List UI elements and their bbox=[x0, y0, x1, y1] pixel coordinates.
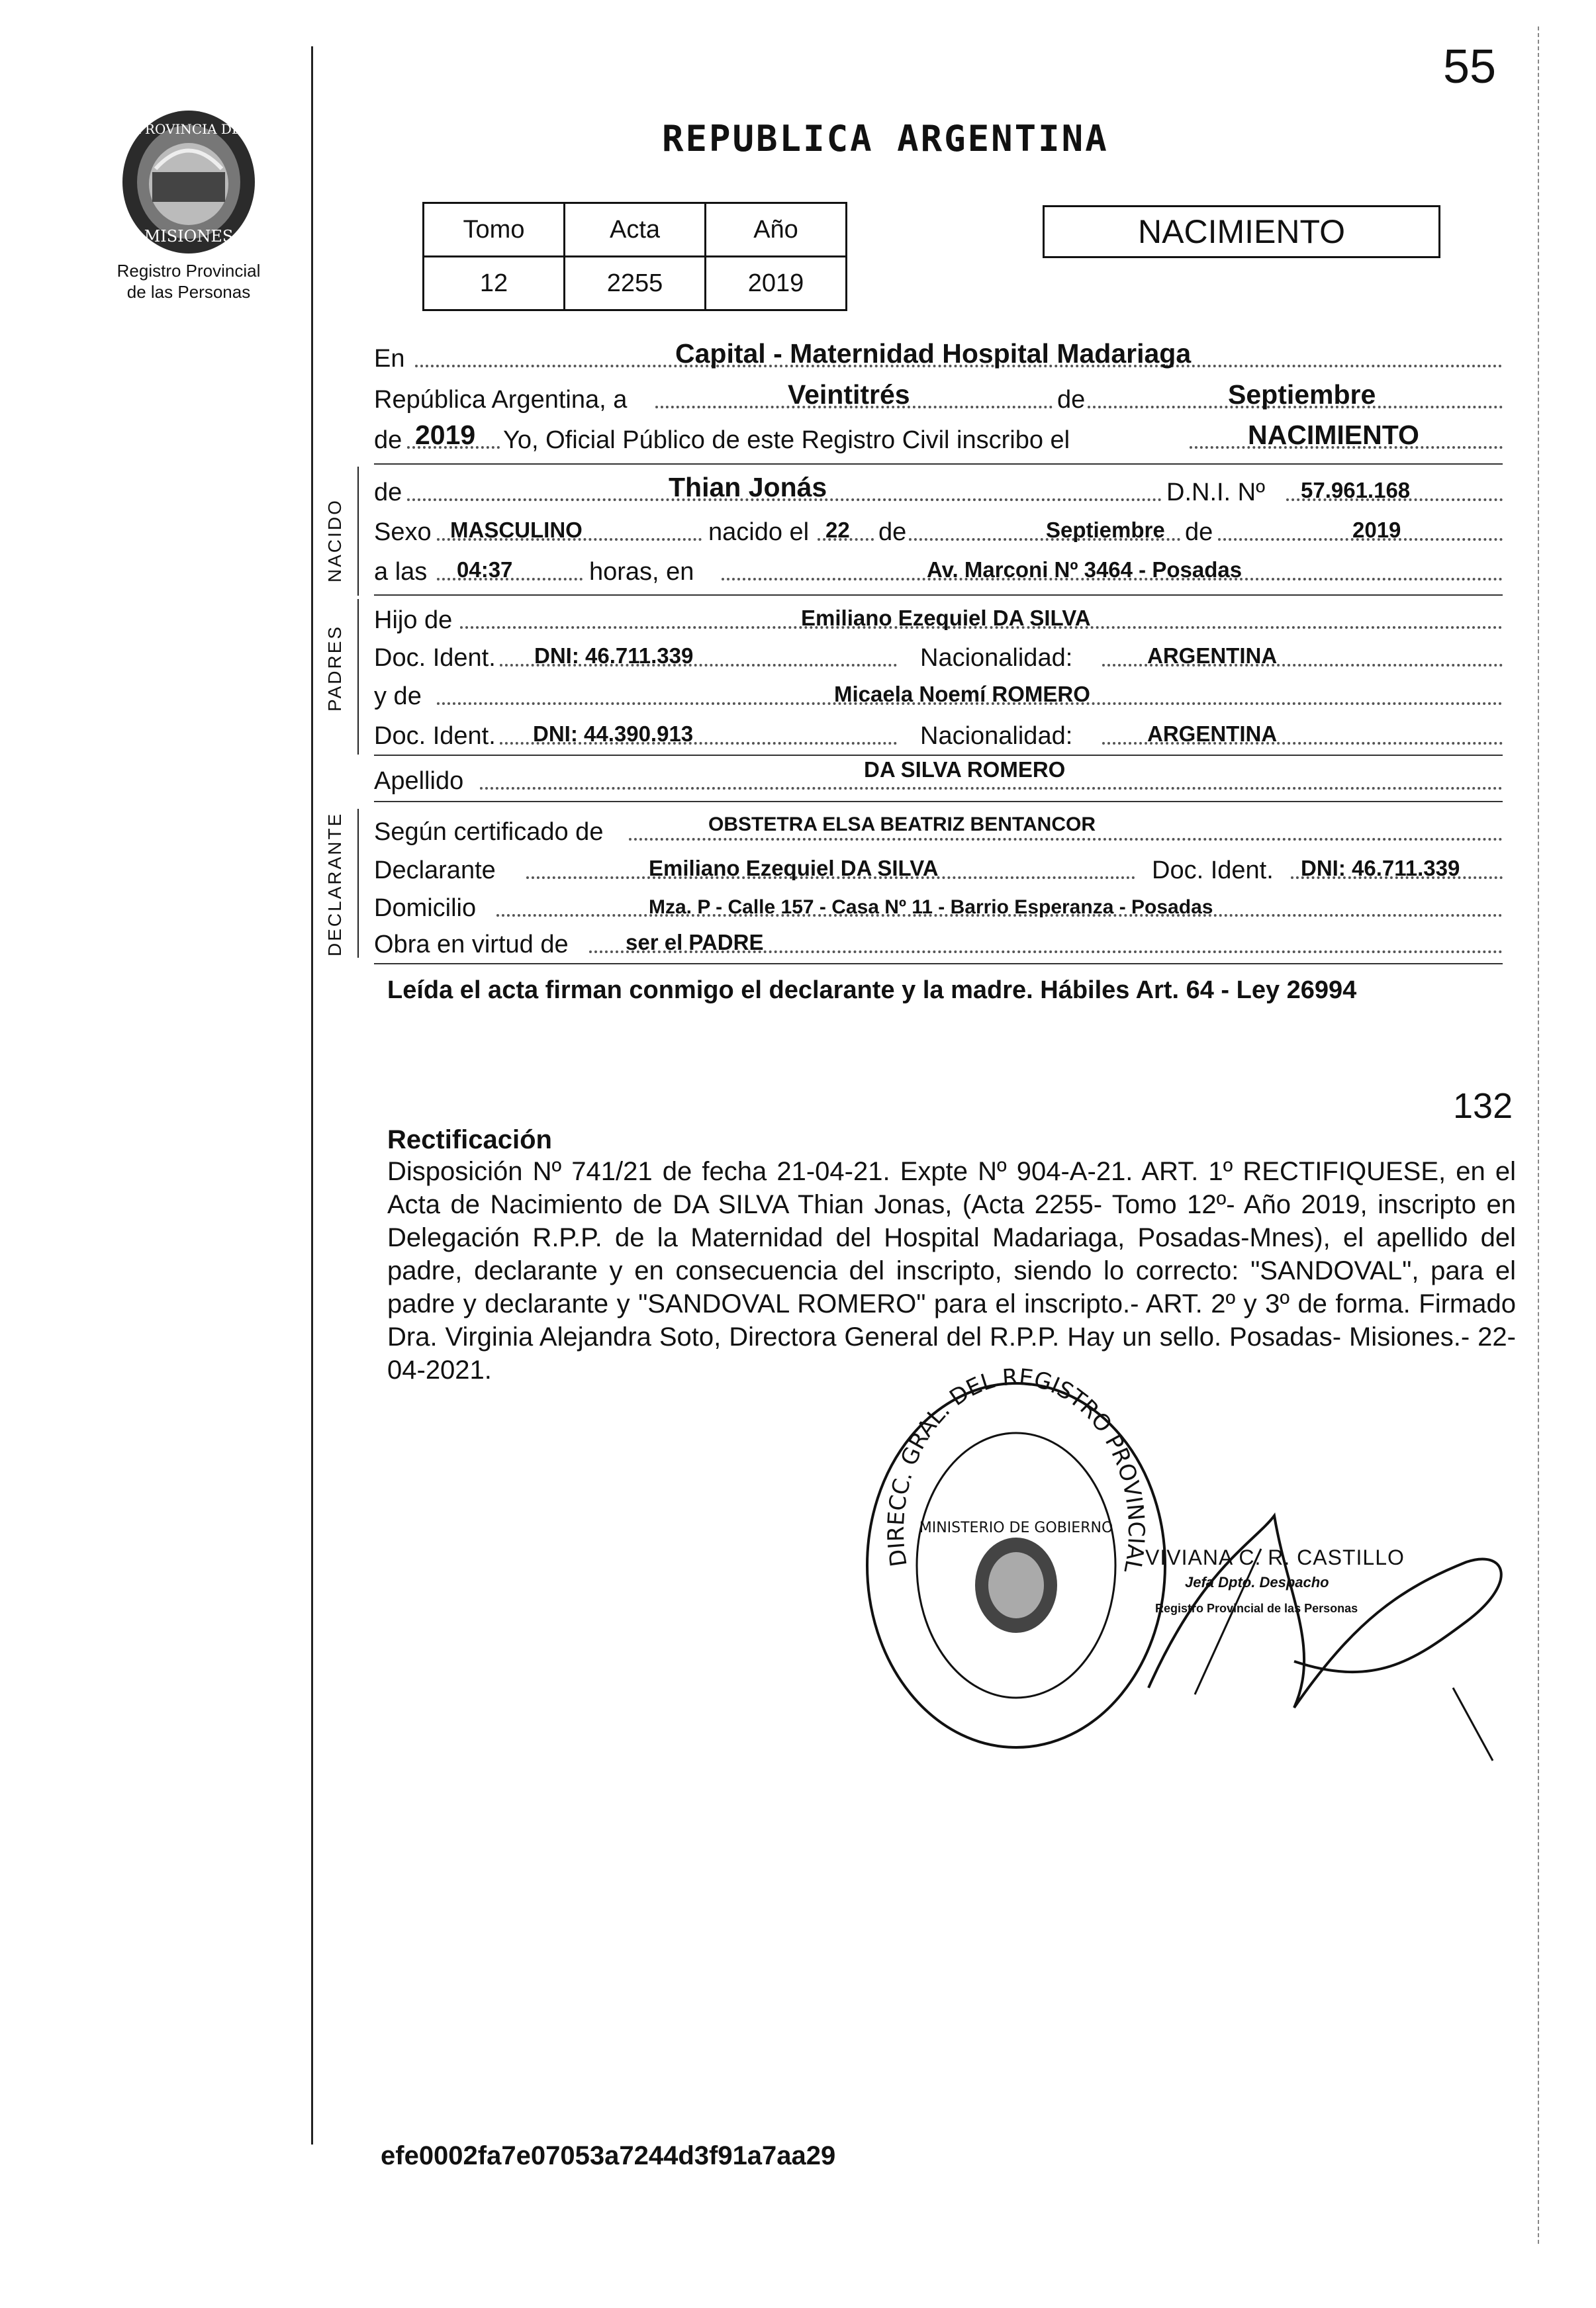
dotted-line bbox=[480, 787, 1503, 790]
side-label-parents: PADRES bbox=[324, 624, 345, 712]
father-doc-value: DNI: 46.711.339 bbox=[534, 643, 694, 668]
divider bbox=[374, 801, 1503, 802]
divider bbox=[374, 755, 1503, 756]
svg-text:MISIONES: MISIONES bbox=[144, 227, 234, 246]
place-value: Capital - Maternidad Hospital Madariaga bbox=[675, 338, 1192, 369]
domicile-value: Mza. P - Calle 157 - Casa Nº 11 - Barrio Esperanza - Posadas bbox=[649, 896, 1213, 918]
name-value: Thian Jonás bbox=[669, 472, 827, 502]
born-year: 2019 bbox=[1352, 518, 1401, 542]
row-sex bbox=[374, 511, 1503, 547]
address-value: Av. Marconi Nº 3464 - Posadas bbox=[927, 557, 1243, 582]
domicile-label: Domicilio bbox=[374, 894, 477, 922]
section-bracket bbox=[357, 599, 359, 755]
father-nationality-label: Nacionalidad: bbox=[920, 644, 1073, 672]
province-seal-icon bbox=[116, 106, 261, 255]
record-header-tomo: Tomo bbox=[424, 203, 565, 257]
born-label: nacido el bbox=[708, 518, 810, 546]
mother-nationality: ARGENTINA bbox=[1147, 721, 1278, 746]
certificate-label: Según certificado de bbox=[374, 818, 604, 846]
dotted-line bbox=[629, 838, 1503, 841]
father-nationality: ARGENTINA bbox=[1147, 643, 1278, 668]
row-capacity bbox=[374, 923, 1503, 959]
declarant-doc-value: DNI: 46.711.339 bbox=[1301, 856, 1460, 880]
row-certificate bbox=[374, 811, 1503, 847]
country-label: República Argentina, a bbox=[374, 386, 628, 414]
time-value: 04:37 bbox=[457, 557, 513, 582]
record-value-tomo: 12 bbox=[424, 257, 565, 310]
record-value-acta: 2255 bbox=[565, 257, 706, 310]
row-surname bbox=[374, 757, 1503, 796]
dni-label: D.N.I. Nº bbox=[1166, 479, 1265, 506]
row-father-doc bbox=[374, 637, 1503, 672]
born-day: 22 bbox=[825, 518, 850, 542]
signer-org: Registro Provincial de las Personas bbox=[1155, 1602, 1358, 1615]
closing-note: Leída el acta firman conmigo el declarante y la madre. Hábiles Art. 64 - Ley 26994 bbox=[387, 976, 1357, 1004]
registry-label bbox=[96, 260, 281, 302]
dni-value: 57.961.168 bbox=[1301, 478, 1411, 502]
record-table-value-row bbox=[424, 257, 847, 310]
year-label: de bbox=[374, 426, 402, 454]
side-label-born: NACIDO bbox=[324, 498, 345, 582]
row-declarant bbox=[374, 849, 1503, 885]
section-bracket bbox=[357, 809, 359, 958]
side-label-declarant: DECLARANTE bbox=[324, 811, 345, 956]
divider bbox=[374, 594, 1503, 596]
record-header-ano: Año bbox=[706, 203, 847, 257]
month-value: Septiembre bbox=[1228, 379, 1376, 410]
certificate-value: OBSTETRA ELSA BEATRIZ BENTANCOR bbox=[708, 813, 1096, 835]
svg-text:MINISTERIO DE GOBIERNO: MINISTERIO DE GOBIERNO bbox=[919, 1520, 1113, 1536]
event-value: NACIMIENTO bbox=[1248, 420, 1419, 450]
record-table bbox=[422, 202, 847, 311]
place-label: En bbox=[374, 345, 405, 373]
svg-text:PROVINCIA DE: PROVINCIA DE bbox=[136, 121, 242, 137]
born-month: Septiembre bbox=[1046, 518, 1165, 542]
row-time bbox=[374, 551, 1503, 586]
mother-doc-value: DNI: 44.390.913 bbox=[533, 721, 694, 746]
record-type-box: NACIMIENTO bbox=[1043, 205, 1440, 258]
row-official bbox=[374, 419, 1503, 455]
declarant-value: Emiliano Ezequiel DA SILVA bbox=[649, 856, 939, 880]
mother-label: y de bbox=[374, 682, 422, 710]
registry-label-line1: Registro Provincial bbox=[117, 261, 261, 281]
row-mother-doc bbox=[374, 715, 1503, 751]
divider bbox=[374, 463, 1503, 465]
day-value: Veintitrés bbox=[788, 379, 910, 410]
svg-text:DIRECC. GRAL. DEL REGISTRO PRO: DIRECC. GRAL. DEL REGISTRO PROVINCIAL bbox=[882, 1367, 1150, 1575]
signer-role: Jefa Dpto. Despacho bbox=[1185, 1574, 1329, 1591]
signer-name: VIVIANA C. R. CASTILLO bbox=[1145, 1546, 1405, 1569]
right-margin-line bbox=[1538, 26, 1539, 2244]
document-hash: efe0002fa7e07053a7244d3f91a7aa29 bbox=[381, 2141, 836, 2170]
record-header-acta: Acta bbox=[565, 203, 706, 257]
born-year-label: de bbox=[1185, 518, 1213, 546]
father-value: Emiliano Ezequiel DA SILVA bbox=[801, 606, 1091, 630]
year-value: 2019 bbox=[415, 420, 476, 450]
father-doc-label: Doc. Ident. bbox=[374, 644, 496, 672]
row-mother bbox=[374, 675, 1503, 711]
rectification-title: Rectificación bbox=[387, 1125, 552, 1154]
country-title: REPUBLICA ARGENTINA bbox=[662, 118, 1109, 160]
sex-label: Sexo bbox=[374, 518, 432, 546]
surname-value: DA SILVA ROMERO bbox=[864, 757, 1066, 782]
row-domicile bbox=[374, 887, 1503, 923]
declarant-label: Declarante bbox=[374, 856, 496, 884]
page-number: 55 bbox=[1443, 40, 1497, 93]
section-bracket bbox=[357, 467, 359, 596]
registry-label-line2: de las Personas bbox=[126, 282, 251, 302]
father-label: Hijo de bbox=[374, 606, 453, 634]
time-label: a las bbox=[374, 558, 428, 586]
capacity-value: ser el PADRE bbox=[626, 930, 764, 954]
declarant-doc-label: Doc. Ident. bbox=[1152, 856, 1274, 884]
row-place bbox=[374, 338, 1503, 373]
left-margin-line bbox=[311, 46, 313, 2145]
row-name bbox=[374, 471, 1503, 507]
sex-value: MASCULINO bbox=[450, 518, 583, 542]
rectification-text: Disposición Nº 741/21 de fecha 21-04-21. Expte Nº 904-A-21. ART. 1º RECTIFIQUESE, en el Acta de Nacimiento de DA SILVA Thian Jonas, (Acta 2255- Tomo 12º- Año 2019, inscripto en Delegación R.P.P. de la Maternidad del Hospital Madariaga, Posadas-Mnes), el apellido del padre, declarante y en consecuencia del inscripto, siendo lo correcto: "SANDOVAL", para el padre y declarante y "SANDOVAL ROMERO" para el inscripto.- ART. 2º y 3º de forma. Firmado Dra. Virginia Alejandra Soto, Directora General del R.P.P. Hay un sello. Posadas- Misiones.- 22-04-2021. bbox=[387, 1157, 1516, 1385]
capacity-label: Obra en virtud de bbox=[374, 931, 569, 958]
official-text: Yo, Oficial Público de este Registro Civil inscribo el bbox=[503, 426, 1070, 454]
signature-icon bbox=[1122, 1489, 1532, 1774]
row-father bbox=[374, 599, 1503, 635]
divider bbox=[374, 963, 1503, 964]
surname-label: Apellido bbox=[374, 767, 464, 795]
record-value-ano: 2019 bbox=[706, 257, 847, 310]
mother-nationality-label: Nacionalidad: bbox=[920, 722, 1073, 750]
rectification-number: 132 bbox=[1453, 1086, 1513, 1126]
record-table-header-row bbox=[424, 203, 847, 257]
mother-value: Micaela Noemí ROMERO bbox=[834, 682, 1090, 706]
mother-doc-label: Doc. Ident. bbox=[374, 722, 496, 750]
month-label: de bbox=[1057, 386, 1086, 414]
born-of-label: de bbox=[878, 518, 907, 546]
name-label: de bbox=[374, 479, 402, 506]
row-date bbox=[374, 379, 1503, 414]
hours-label: horas, en bbox=[589, 558, 694, 586]
